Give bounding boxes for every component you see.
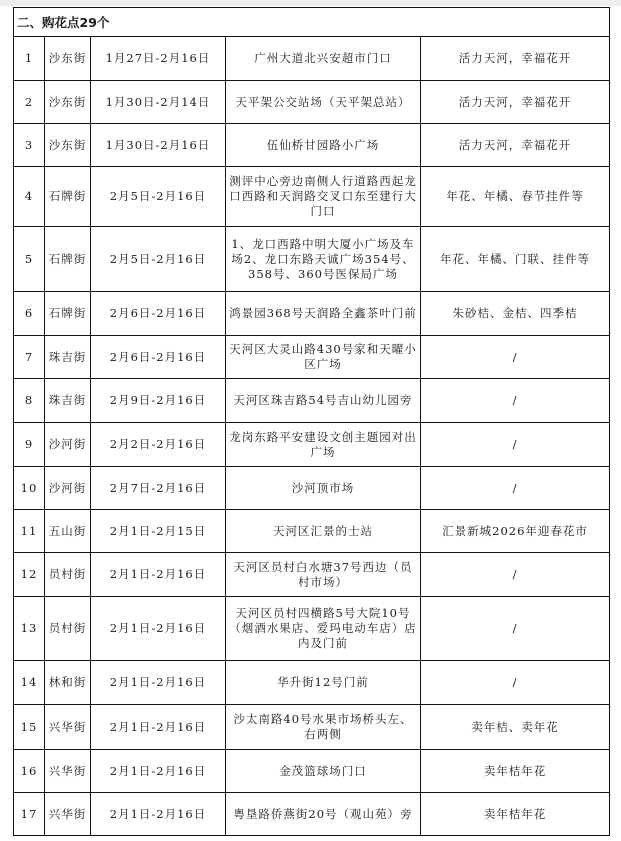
table-row: [14, 167, 610, 227]
table-row: [14, 227, 610, 292]
date-range: 2月9日-2月16日: [91, 379, 226, 423]
theme: 朱砂桔、金桔、四季桔: [421, 292, 610, 336]
location: 粤垦路侨燕街20号（观山苑）旁: [226, 793, 421, 836]
theme: 活力天河，幸福花开: [421, 37, 610, 81]
row-number: 10: [14, 467, 45, 510]
street-name: 石牌街: [45, 227, 91, 292]
table-row: [14, 467, 610, 510]
date-range: 2月6日-2月16日: [91, 292, 226, 336]
theme: 年花、年橘、门联、挂件等: [421, 227, 610, 292]
location: 沙河顶市场: [226, 467, 421, 510]
location: 沙太南路40号水果市场桥头左、右两侧: [226, 705, 421, 750]
street-name: 珠吉街: [45, 379, 91, 423]
street-name: 员村街: [45, 597, 91, 661]
location: 测评中心旁边南侧人行道路西起龙口西路和天润路交叉口东至建行大门口: [226, 167, 421, 227]
location: 天河区大灵山路430号家和天曜小区广场: [226, 336, 421, 379]
street-name: 沙河街: [45, 423, 91, 467]
street-name: 兴华街: [45, 705, 91, 750]
page-top-band: [0, 0, 621, 6]
row-number: 1: [14, 37, 45, 81]
flower-market-table: [13, 7, 610, 836]
date-range: 1月30日-2月14日: [91, 81, 226, 124]
table-row: [14, 124, 610, 167]
date-range: 2月5日-2月16日: [91, 167, 226, 227]
location: 天河区员村四横路5号大院10号（烟酒水果店、爱玛电动车店）店内及门前: [226, 597, 421, 661]
table-row: [14, 793, 610, 836]
theme: /: [421, 597, 610, 661]
location: 广州大道北兴安超市门口: [226, 37, 421, 81]
theme: /: [421, 467, 610, 510]
row-number: 17: [14, 793, 45, 836]
theme: 卖年桔年花: [421, 793, 610, 836]
street-name: 沙东街: [45, 37, 91, 81]
street-name: 珠吉街: [45, 336, 91, 379]
table-row: [14, 597, 610, 661]
location: 华升街12号门前: [226, 661, 421, 705]
street-name: 石牌街: [45, 292, 91, 336]
row-number: 5: [14, 227, 45, 292]
street-name: 沙东街: [45, 124, 91, 167]
table-row: [14, 705, 610, 750]
row-number: 7: [14, 336, 45, 379]
row-number: 6: [14, 292, 45, 336]
street-name: 兴华街: [45, 793, 91, 836]
theme: /: [421, 661, 610, 705]
street-name: 兴华街: [45, 750, 91, 793]
row-number: 3: [14, 124, 45, 167]
date-range: 2月1日-2月16日: [91, 750, 226, 793]
row-number: 14: [14, 661, 45, 705]
table-row: [14, 750, 610, 793]
row-number: 9: [14, 423, 45, 467]
theme: /: [421, 423, 610, 467]
table-row: [14, 553, 610, 597]
street-name: 沙东街: [45, 81, 91, 124]
street-name: 林和街: [45, 661, 91, 705]
location: 天平架公交站场（天平架总站）: [226, 81, 421, 124]
theme: 活力天河，幸福花开: [421, 124, 610, 167]
row-number: 15: [14, 705, 45, 750]
theme: /: [421, 336, 610, 379]
theme: 卖年桔、卖年花: [421, 705, 610, 750]
row-number: 8: [14, 379, 45, 423]
location: 伍仙桥甘园路小广场: [226, 124, 421, 167]
row-number: 13: [14, 597, 45, 661]
street-name: 沙河街: [45, 467, 91, 510]
location: 1、龙口西路中明大厦小广场及车场2、龙口东路天诚广场354号、358号、360号医保局广场: [226, 227, 421, 292]
table-row: [14, 423, 610, 467]
location: 天河区汇景的士站: [226, 510, 421, 553]
row-number: 4: [14, 167, 45, 227]
theme: 汇景新城2026年迎春花市: [421, 510, 610, 553]
date-range: 2月1日-2月16日: [91, 793, 226, 836]
date-range: 2月7日-2月16日: [91, 467, 226, 510]
table-row: [14, 661, 610, 705]
table-row: [14, 292, 610, 336]
location: 天河区珠吉路54号吉山幼儿园旁: [226, 379, 421, 423]
date-range: 2月1日-2月16日: [91, 705, 226, 750]
location: 天河区员村白水塘37号西边（员村市场）: [226, 553, 421, 597]
table-row: [14, 510, 610, 553]
table-row: [14, 81, 610, 124]
date-range: 2月1日-2月16日: [91, 553, 226, 597]
table-row: [14, 379, 610, 423]
theme: 卖年桔年花: [421, 750, 610, 793]
date-range: 2月1日-2月15日: [91, 510, 226, 553]
date-range: 1月27日-2月16日: [91, 37, 226, 81]
table-row: [14, 37, 610, 81]
location: 鸿景园368号天润路全鑫茶叶门前: [226, 292, 421, 336]
date-range: 2月2日-2月16日: [91, 423, 226, 467]
row-number: 2: [14, 81, 45, 124]
row-number: 12: [14, 553, 45, 597]
theme: 活力天河，幸福花开: [421, 81, 610, 124]
row-number: 16: [14, 750, 45, 793]
theme: /: [421, 553, 610, 597]
date-range: 2月6日-2月16日: [91, 336, 226, 379]
date-range: 1月30日-2月16日: [91, 124, 226, 167]
street-name: 员村街: [45, 553, 91, 597]
date-range: 2月1日-2月16日: [91, 597, 226, 661]
section-title-row: [14, 8, 610, 37]
street-name: 石牌街: [45, 167, 91, 227]
date-range: 2月1日-2月16日: [91, 661, 226, 705]
row-number: 11: [14, 510, 45, 553]
table-row: [14, 336, 610, 379]
date-range: 2月5日-2月16日: [91, 227, 226, 292]
location: 金茂篮球场门口: [226, 750, 421, 793]
location: 龙岗东路平安建设文创主题园对出广场: [226, 423, 421, 467]
theme: 年花、年橘、春节挂件等: [421, 167, 610, 227]
theme: /: [421, 379, 610, 423]
street-name: 五山街: [45, 510, 91, 553]
section-title: 二、购花点29个: [14, 8, 610, 37]
